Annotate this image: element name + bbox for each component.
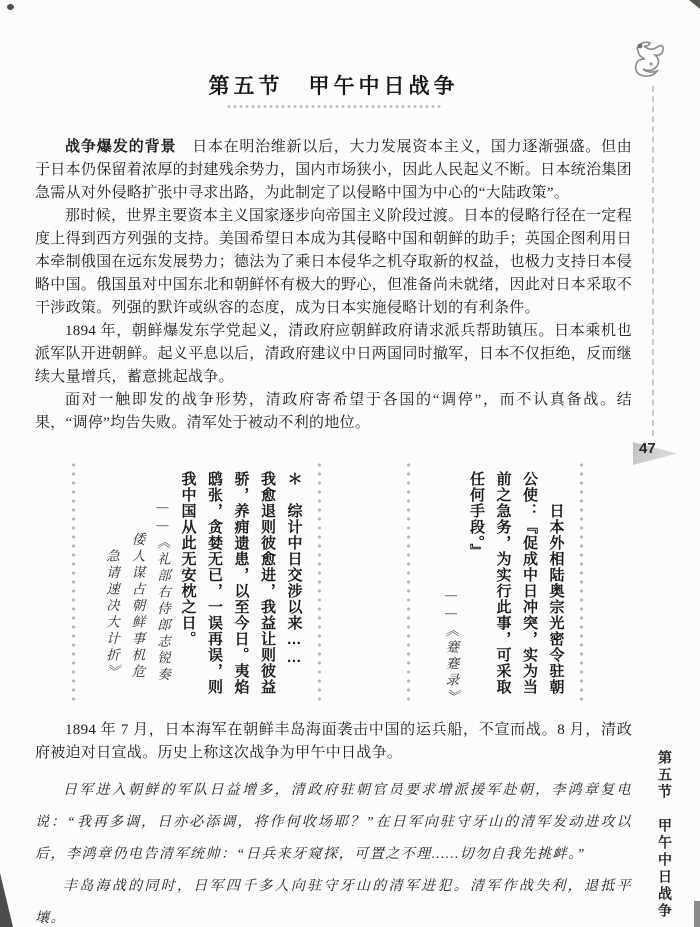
quote-section: [35, 461, 632, 705]
ornament-border: [316, 461, 323, 705]
paragraph-lead-in: 战争爆发的背景: [65, 139, 177, 155]
paragraph-mediation: 面对一触即发的战争形势，清政府寄希望于各国的“调停”，而不认真备战。结果，“调停”均告失败。清军处于被动不利的地位。: [35, 392, 632, 431]
scan-artifact: [694, 901, 700, 927]
quote-column: 前之急务，为实行此事，可采取: [494, 471, 512, 695]
quote-column: 我中国从此无安枕之日。: [179, 471, 197, 647]
paragraph-powers-support: 那时候，世界主要资本主义国家逐步向帝国主义阶段过渡。日本的侵略行径在一定程度上得到西方列强的支持。美国希望日本成为其侵略中国和朝鲜的助手；英国企图利用日本牵制俄国在远东发展势力；德法为了乘日本侵华之机夺取新的权益，也极力支持日本侵略中国。俄国虽对中国东北和朝鲜怀有极大的野心，但准备尚未就绪，因此对日本采取不干涉政策。列强的默许或纵容的态度，成为日本实施侵略计划的有利条件。: [35, 208, 632, 316]
scan-artifact: [7, 4, 14, 10]
paragraph-war-background: [35, 136, 632, 205]
scan-artifact: [0, 873, 13, 927]
title-underline-ornament: [226, 103, 442, 110]
quote-column: ＊ 综计中日交涉以来……: [285, 471, 303, 667]
scan-artifact: [689, 0, 700, 9]
quote-column: 公使：『促成中日冲突，实为当: [521, 471, 538, 695]
paragraph-li-hongzhang: 日军进入朝鲜的军队日益增多，清政府驻朝官员要求增派援军赴朝，李鸿章复电说：“我再多调，日亦必添调，将作何收场耶？”在日军向驻守牙山的清军发动进攻以后，李鸿章仍电告清军统帅：“日兵来牙窥探，可置之不理……切勿自我先挑衅。”: [35, 783, 632, 862]
quote-column: 鸱张，贪婪无已，一误再误，则: [206, 471, 223, 695]
quote-source-column: 倭人谋占朝鲜事机危: [129, 499, 145, 681]
dragon-ornament-icon: [629, 37, 669, 84]
quote-column: 日本外相陆奥宗光密令驻朝: [547, 471, 565, 695]
ornament-border: [578, 461, 585, 705]
quote-kenkenroku: [405, 461, 585, 705]
page-title: 第五节 甲午中日战争: [208, 75, 459, 98]
ornament-border: [70, 461, 77, 705]
quote-column: 骄，养痈遗患，以至今日。夷焰: [232, 471, 250, 695]
quote-source-column: ——《礼部右侍郎志锐奏: [155, 499, 170, 684]
quote-source-column: 急请速决大计折》: [104, 499, 119, 681]
page-number-marker: [633, 438, 679, 468]
quote-zhirui-memorial: [70, 461, 323, 705]
quote-column: 任何手段。』: [468, 471, 485, 560]
page-number: 47: [639, 440, 656, 457]
ornament-border: [405, 461, 412, 705]
margin-section-label: 第五节 甲午中日战争: [656, 750, 671, 920]
text-column: [35, 70, 632, 927]
paragraph-war-declared: 1894 年 7 月，日本海军在朝鲜丰岛海面袭击中国的运兵船，不宣而战。8 月，清政府被迫对日宣战。历史上称这次战争为甲午中日战争。: [35, 722, 632, 761]
paragraph-pungdo-battle: 丰岛海战的同时，日军四千多人向驻守牙山的清军进犯。清军作战失利，退抵平壤。: [35, 879, 632, 926]
quote-column: 我愈退则彼愈进，我益让则彼益: [259, 471, 276, 695]
vertical-quote-text: [83, 461, 310, 705]
paragraph-donghak-uprising: 1894 年，朝鲜爆发东学党起义，清政府应朝鲜政府请求派兵帮助镇压。日本乘机也派军队开进朝鲜。起义平息以后，清政府建议中日两国同时撤军，日本不仅拒绝，反而继续大量增兵，蓄意挑起战争。: [35, 323, 632, 385]
quote-source-column: ——《蹇蹇录》: [443, 587, 459, 706]
paragraph-body-text: 日本在明治维新以后，大力发展资本主义，国力逐渐强盛。但由于日本仍保留着浓厚的封建残余势力，国内市场狭小，因此人民起义不断。日本统治集团急需从对外侵略扩张中寻求出路，为此制定了以侵略中国为中心的“大陆政策”。: [35, 139, 632, 201]
margin-dashed-line: [652, 86, 654, 436]
vertical-quote-text: [418, 461, 572, 705]
